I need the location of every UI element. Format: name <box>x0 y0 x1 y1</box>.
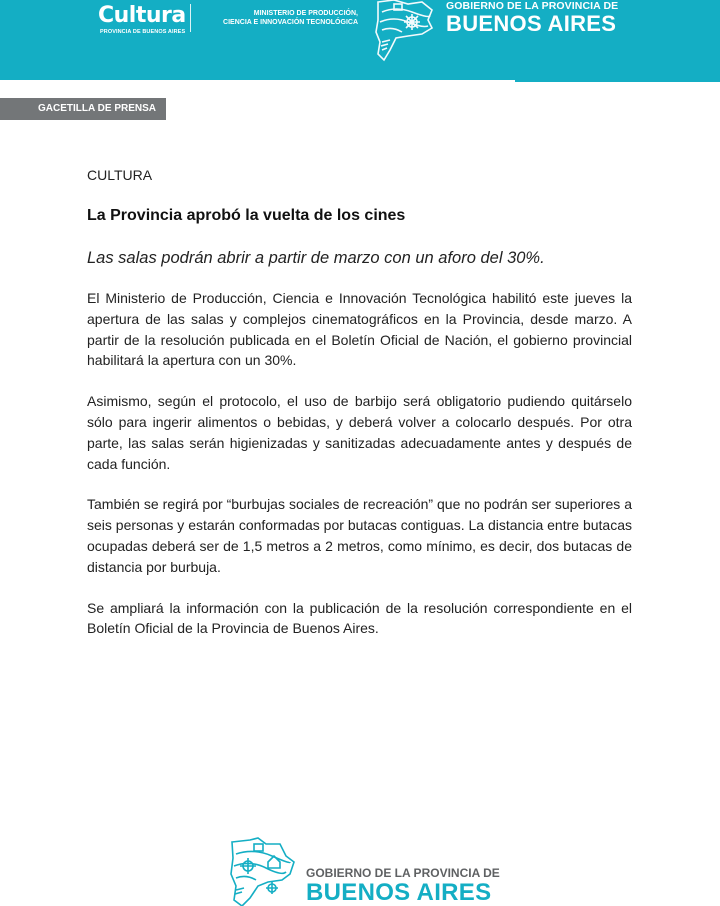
article <box>87 166 632 639</box>
footer-logo-line-1: GOBIERNO DE LA PROVINCIA DE <box>306 866 500 880</box>
headline: La Provincia aprobó la vuelta de los cines <box>87 207 406 224</box>
ministry-name <box>196 9 358 27</box>
subheadline: Las salas podrán abrir a partir de marzo con un aforo del 30%. <box>87 249 545 267</box>
government-logo-line-2: BUENOS AIRES <box>446 11 617 36</box>
section-label: CULTURA <box>87 167 153 183</box>
header-band-accent <box>515 78 720 82</box>
cultura-logo <box>98 3 186 35</box>
ministry-line-1: MINISTERIO DE PRODUCCIÓN, <box>253 10 358 17</box>
government-logo-text <box>446 0 618 36</box>
ministry-line-2: CIENCIA E INNOVACIÓN TECNOLÓGICA <box>223 19 358 26</box>
article-paragraph: Asimismo, según el protocolo, el uso de barbijo será obligatorio pudiendo quitárselo sólo para ingerir alimentos o bebidas, y deberá volver a colocarlo después. Por otra parte, las salas serán higienizadas y sanitizadas adecuadamente antes y después de cada función. <box>87 393 632 472</box>
footer-logo-line-2: BUENOS AIRES <box>306 879 492 906</box>
cultura-logo-subtitle: PROVINCIA DE BUENOS AIRES <box>100 29 186 35</box>
press-release-tag: GACETILLA DE PRENSA <box>0 98 166 120</box>
cultura-logo-word: Cultura <box>98 3 186 28</box>
government-logo-line-1: GOBIERNO DE LA PROVINCIA DE <box>446 0 619 12</box>
article-paragraph: El Ministerio de Producción, Ciencia e Innovación Tecnológica habilitó este jueves la apertura de las salas y complejos cinematográficos en la Provincia, desde marzo. A partir de la resolución publicada en el Boletín Oficial de Nación, el gobierno provincial habilitará la apertura con un 30%. <box>87 290 632 369</box>
header-divider <box>190 4 191 32</box>
province-map-emblem-icon <box>228 836 300 906</box>
footer-government-logo <box>306 866 500 906</box>
article-paragraph: También se regirá por “burbujas sociales de recreación” que no podrán ser superiores a seis personas y estarán conformadas por butacas contiguas. La distancia entre butacas ocupadas deberá ser de 1,5 metros a 2 metros, como mínimo, es decir, dos butacas de distancia por burbuja. <box>87 496 632 575</box>
province-map-emblem-icon <box>372 0 436 64</box>
article-paragraph: Se ampliará la información con la publicación de la resolución correspondiente en el Boletín Oficial de la Provincia de Buenos Aires. <box>87 599 632 637</box>
